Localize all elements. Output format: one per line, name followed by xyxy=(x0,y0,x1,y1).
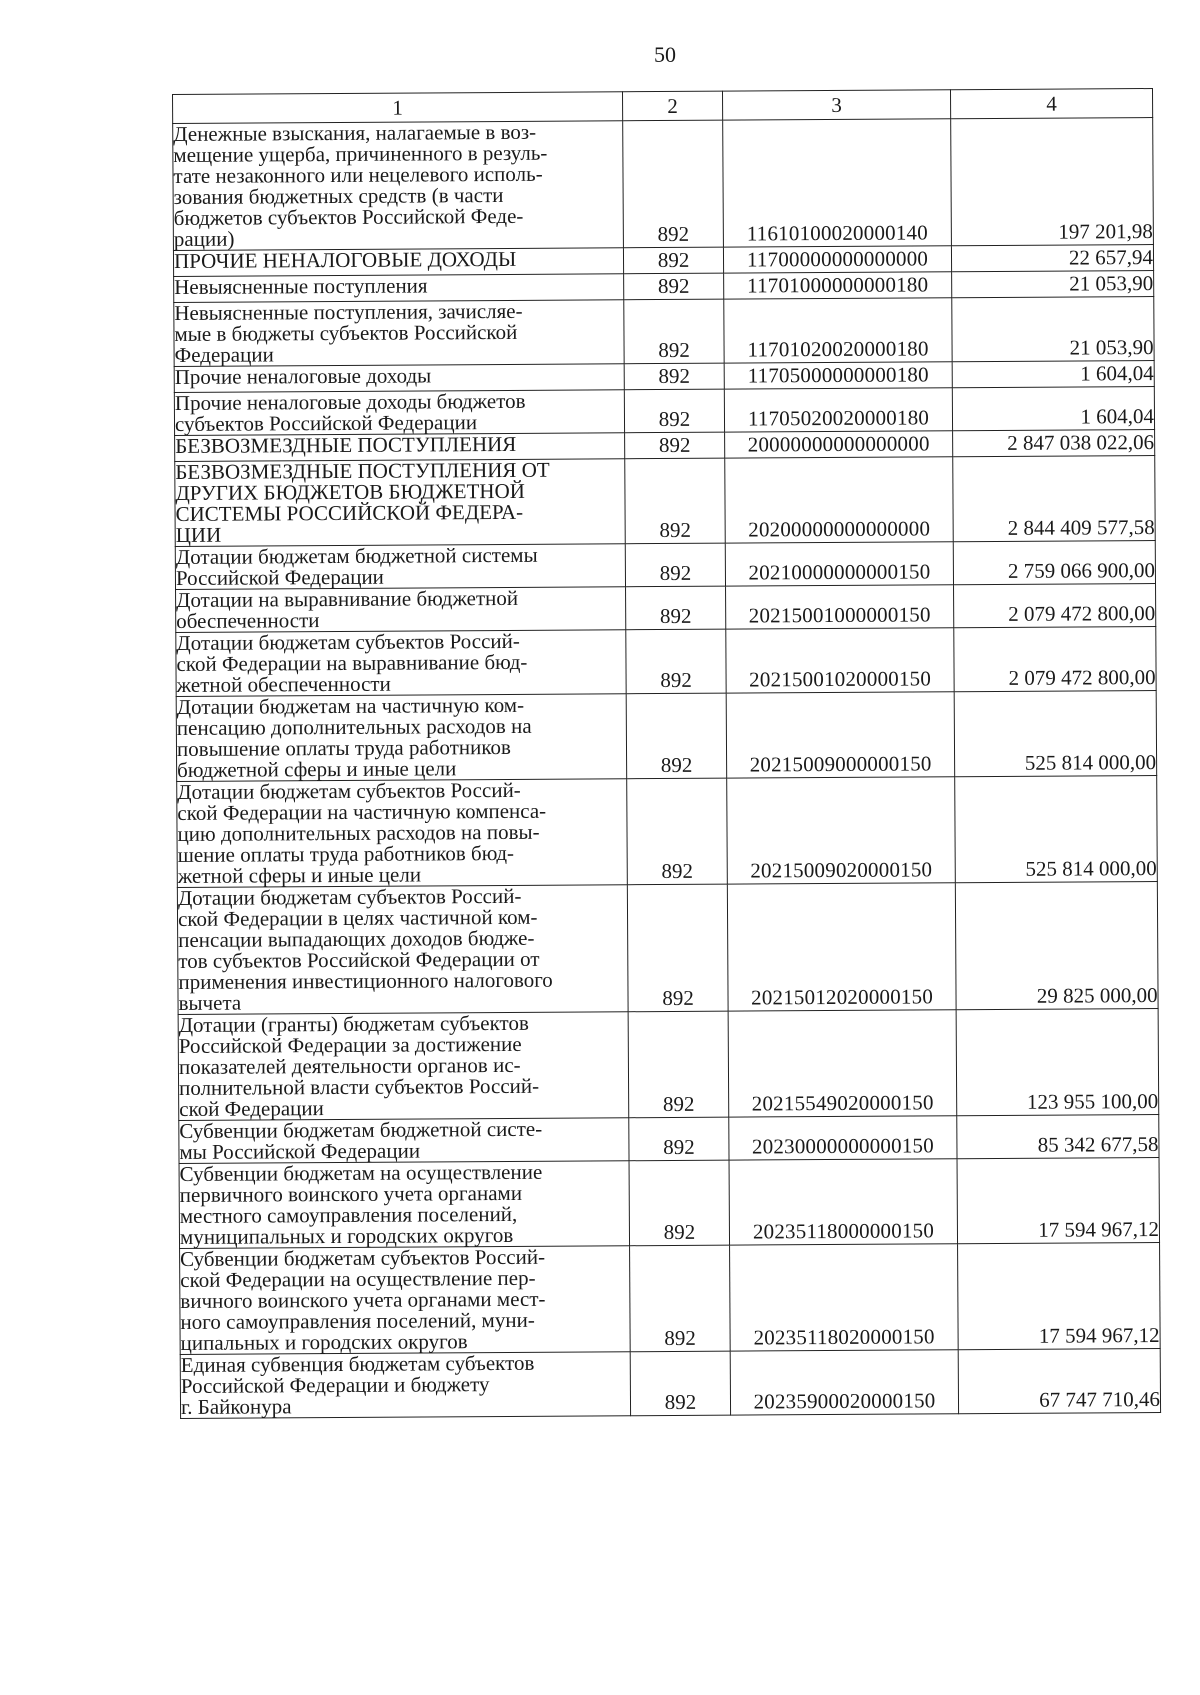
row-amount-cell: 123 955 100,00 xyxy=(956,1008,1159,1115)
table-row xyxy=(179,1114,1159,1163)
row-code-cell: 892 xyxy=(624,389,724,433)
row-name-cell: Субвенции бюджетам бюджетной систе- мы Российской Федерации xyxy=(179,1118,629,1164)
table-row xyxy=(180,1348,1160,1418)
row-amount-cell: 525 814 000,00 xyxy=(955,775,1158,882)
row-amount-cell: 197 201,98 xyxy=(951,118,1154,246)
column-header-kbk: 3 xyxy=(722,90,950,120)
row-code-cell: 892 xyxy=(625,458,726,544)
row-amount-cell: 17 594 967,12 xyxy=(958,1242,1161,1349)
row-name-cell: Прочие неналоговые доходы xyxy=(174,364,624,393)
row-name-cell: Субвенции бюджетам субъектов Россий- ской Федерации на осуществление пер- вичного воинского учета органами мест- ного самоуправления поселений, муни- ципальных и городских округов xyxy=(180,1246,631,1355)
table-row xyxy=(179,1157,1160,1248)
row-kbk-cell: 20215012020000150 xyxy=(727,883,956,1011)
row-kbk-cell: 11701020020000180 xyxy=(724,298,952,363)
row-name-cell: Дотации бюджетам на частичную ком- пенсацию дополнительных расходов на повышение оплаты труда работников бюджетной сферы и иные цели xyxy=(176,694,627,782)
row-code-cell: 892 xyxy=(625,543,725,587)
row-code-cell: 892 xyxy=(623,247,723,274)
budget-revenue-table xyxy=(172,88,1161,1419)
row-amount-cell: 2 847 038 022,06 xyxy=(953,430,1155,457)
column-header-name: 1 xyxy=(173,92,623,124)
row-name-cell: Дотации бюджетам субъектов Россий- ской Федерации на частичную компенса- цию дополнительных расходов на повы- шение оплаты труда работников бюд- жетной сферы и иные цели xyxy=(177,779,628,888)
row-kbk-cell: 20000000000000000 xyxy=(725,431,953,458)
column-header-amount: 4 xyxy=(950,89,1152,119)
row-kbk-cell: 20200000000000000 xyxy=(725,457,954,543)
row-name-cell: Дотации бюджетам бюджетной системы Российской Федерации xyxy=(175,544,625,590)
row-code-cell: 892 xyxy=(630,1245,731,1352)
row-amount-cell: 67 747 710,46 xyxy=(958,1348,1160,1413)
table-row xyxy=(176,690,1157,781)
column-header-code: 2 xyxy=(622,91,722,121)
row-kbk-cell: 20235118000000150 xyxy=(729,1159,958,1245)
row-amount-cell: 17 594 967,12 xyxy=(957,1157,1160,1243)
table-body xyxy=(173,118,1161,1419)
row-code-cell: 892 xyxy=(625,432,725,459)
row-name-cell: Невыясненные поступления xyxy=(174,274,624,303)
row-name-cell: Дотации бюджетам субъектов Россий- ской Федерации в целях частичной ком- пенсации выпадающих доходов бюдже- тов субъектов Российской Федерации от применения инвестиционного налогового вычета xyxy=(177,885,628,1015)
row-kbk-cell: 20210000000000150 xyxy=(725,542,953,586)
row-code-cell: 892 xyxy=(627,778,728,885)
row-name-cell: Единая субвенция бюджетам субъектов Российской Федерации и бюджету г. Байконура xyxy=(180,1352,630,1419)
row-name-cell: БЕЗВОЗМЕЗДНЫЕ ПОСТУПЛЕНИЯ ОТ ДРУГИХ БЮДЖЕТОВ БЮДЖЕТНОЙ СИСТЕМЫ РОССИЙСКОЙ ФЕДЕРА- ЦИИ xyxy=(175,459,626,547)
row-name-cell: Дотации на выравнивание бюджетной обеспеченности xyxy=(176,587,626,633)
row-name-cell: Дотации бюджетам субъектов Россий- ской Федерации на выравнивание бюд- жетной обеспеченности xyxy=(176,630,626,697)
table-row xyxy=(173,118,1154,251)
row-name-cell: Дотации (гранты) бюджетам субъектов Российской Федерации за достижение показателей деятельности органов ис- полнительной власти субъектов Россий- ской Федерации xyxy=(178,1012,629,1121)
row-kbk-cell: 20215001020000150 xyxy=(726,628,954,693)
row-kbk-cell: 11705020020000180 xyxy=(724,388,952,432)
row-amount-cell: 2 759 066 900,00 xyxy=(953,541,1155,585)
row-kbk-cell: 20215001000000150 xyxy=(726,585,954,629)
row-amount-cell: 2 079 472 800,00 xyxy=(954,584,1156,628)
row-amount-cell: 29 825 000,00 xyxy=(955,881,1158,1009)
row-code-cell: 892 xyxy=(626,693,727,779)
row-kbk-cell: 20235900020000150 xyxy=(730,1350,958,1415)
row-kbk-cell: 20230000000000150 xyxy=(729,1116,957,1160)
row-amount-cell: 1 604,04 xyxy=(952,387,1154,431)
row-code-cell: 892 xyxy=(630,1351,730,1416)
row-name-cell: Субвенции бюджетам на осуществление первичного воинского учета органами местного самоуправления поселений, муниципальных и городских округов xyxy=(179,1161,630,1249)
row-amount-cell: 85 342 677,58 xyxy=(957,1114,1159,1158)
row-code-cell: 892 xyxy=(628,1011,729,1118)
row-amount-cell: 525 814 000,00 xyxy=(954,690,1157,776)
row-amount-cell: 1 604,04 xyxy=(952,361,1154,388)
row-amount-cell: 21 053,90 xyxy=(952,297,1154,362)
row-kbk-cell: 20215009020000150 xyxy=(727,777,956,884)
row-code-cell: 892 xyxy=(626,586,726,630)
row-amount-cell: 21 053,90 xyxy=(952,271,1154,298)
row-kbk-cell: 20215549020000150 xyxy=(728,1010,957,1117)
row-code-cell: 892 xyxy=(624,299,724,364)
table-row xyxy=(175,456,1156,547)
row-kbk-cell: 11610100020000140 xyxy=(723,119,952,247)
row-name-cell: ПРОЧИЕ НЕНАЛОГОВЫЕ ДОХОДЫ xyxy=(173,248,623,277)
table-row xyxy=(174,387,1154,436)
table-row xyxy=(176,627,1156,697)
row-code-cell: 892 xyxy=(624,363,724,390)
row-kbk-cell: 20215009000000150 xyxy=(726,692,955,778)
table-row xyxy=(177,775,1158,887)
table-row xyxy=(177,881,1158,1014)
row-name-cell: БЕЗВОЗМЕЗДНЫЕ ПОСТУПЛЕНИЯ xyxy=(175,433,625,462)
page-number: 50 xyxy=(654,42,676,67)
row-code-cell: 892 xyxy=(627,884,728,1012)
row-code-cell: 892 xyxy=(629,1160,730,1246)
row-code-cell: 892 xyxy=(624,273,724,300)
row-name-cell: Денежные взыскания, налагаемые в воз- мещение ущерба, причиненного в резуль- тате незаконного или нецелевого исполь- зования бюджетных средств (в части бюджетов субъектов Российской Феде- рации) xyxy=(173,121,624,251)
row-code-cell: 892 xyxy=(629,1117,729,1161)
row-amount-cell: 2 079 472 800,00 xyxy=(954,627,1156,692)
table-row xyxy=(175,541,1155,590)
row-amount-cell: 2 844 409 577,58 xyxy=(953,456,1156,542)
row-kbk-cell: 11700000000000000 xyxy=(723,246,951,273)
row-code-cell: 892 xyxy=(626,629,726,694)
row-name-cell: Невыясненные поступления, зачисляе- мые в бюджеты субъектов Российской Федерации xyxy=(174,300,624,367)
table-row xyxy=(176,584,1156,633)
row-kbk-cell: 11705000000000180 xyxy=(724,362,952,389)
row-code-cell: 892 xyxy=(623,120,724,248)
table-row xyxy=(178,1008,1159,1120)
table-row xyxy=(174,297,1154,367)
row-amount-cell: 22 657,94 xyxy=(951,245,1153,272)
table-row xyxy=(180,1242,1161,1354)
row-kbk-cell: 20235118020000150 xyxy=(730,1244,959,1351)
row-name-cell: Прочие неналоговые доходы бюджетов субъектов Российской Федерации xyxy=(174,390,624,436)
row-kbk-cell: 11701000000000180 xyxy=(724,272,952,299)
